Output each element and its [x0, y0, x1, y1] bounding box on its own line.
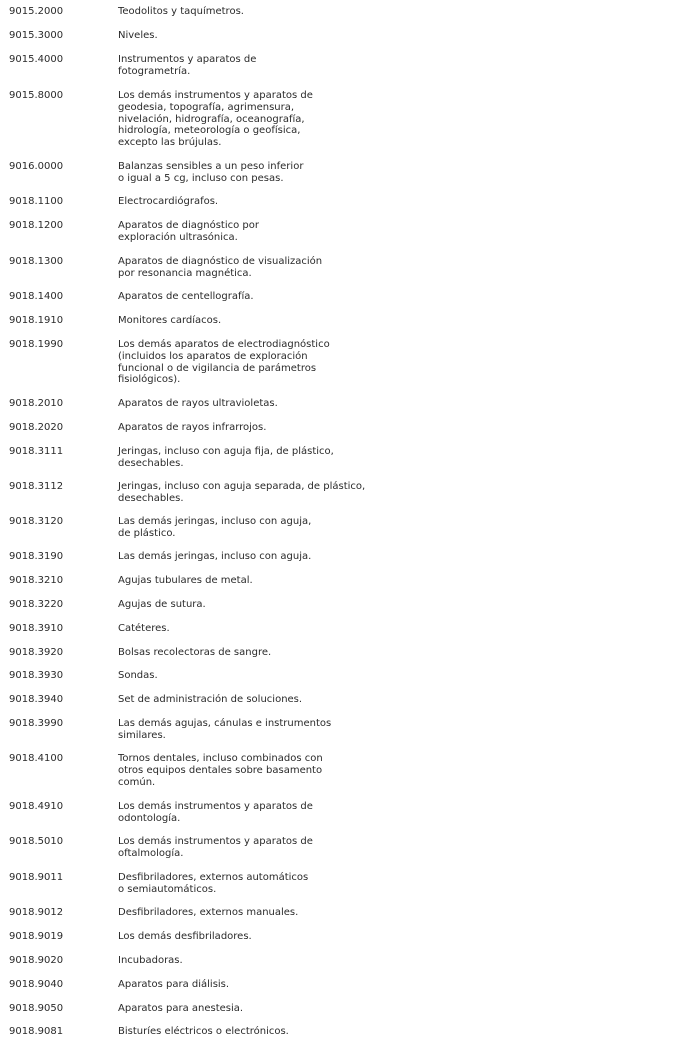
- tariff-description: Set de administración de soluciones.: [118, 694, 303, 705]
- tariff-code: 9018.1100: [9, 196, 64, 207]
- tariff-code: 9018.9040: [9, 979, 64, 990]
- tariff-code: 9018.1910: [9, 315, 64, 326]
- tariff-code: 9015.8000: [9, 90, 64, 101]
- tariff-code: 9018.3920: [9, 647, 64, 658]
- tariff-description: Incubadoras.: [118, 955, 183, 966]
- tariff-code: 9018.1990: [9, 339, 64, 350]
- tariff-code: 9018.3940: [9, 694, 64, 705]
- tariff-description: Aparatos para anestesia.: [118, 1003, 244, 1014]
- tariff-description: Balanzas sensibles a un peso inferior o igual a 5 cg, incluso con pesas.: [118, 161, 304, 184]
- tariff-code: 9018.1400: [9, 291, 64, 302]
- tariff-description: Jeringas, incluso con aguja separada, de plástico, desechables.: [118, 481, 366, 504]
- tariff-description: Electrocardiógrafos.: [118, 196, 219, 207]
- tariff-description: Bisturíes eléctricos o electrónicos.: [118, 1026, 289, 1037]
- tariff-code: 9018.3990: [9, 718, 64, 729]
- tariff-description: Niveles.: [118, 30, 158, 41]
- tariff-description: Agujas tubulares de metal.: [118, 575, 253, 586]
- tariff-code: 9018.4100: [9, 753, 64, 764]
- tariff-description: Los demás instrumentos y aparatos de geodesia, topografía, agrimensura, nivelación, hidrografía, oceanografía, hidrología, meteorología o geofísica, excepto las brújulas.: [118, 90, 313, 149]
- tariff-code: 9018.5010: [9, 836, 64, 847]
- tariff-description: Los demás instrumentos y aparatos de odontología.: [118, 801, 313, 824]
- tariff-description: Las demás jeringas, incluso con aguja, de plástico.: [118, 516, 312, 539]
- tariff-description: Agujas de sutura.: [118, 599, 206, 610]
- tariff-code: 9015.2000: [9, 6, 64, 17]
- tariff-code: 9018.1300: [9, 256, 64, 267]
- tariff-code: 9018.1200: [9, 220, 64, 231]
- tariff-description: Teodolitos y taquímetros.: [118, 6, 244, 17]
- tariff-code: 9018.9011: [9, 872, 64, 883]
- tariff-code: 9018.3220: [9, 599, 64, 610]
- tariff-description: Sondas.: [118, 670, 158, 681]
- tariff-description: Monitores cardíacos.: [118, 315, 222, 326]
- tariff-description: Aparatos de diagnóstico por exploración ultrasónica.: [118, 220, 260, 243]
- tariff-description: Aparatos de rayos ultravioletas.: [118, 398, 278, 409]
- tariff-description: Aparatos para diálisis.: [118, 979, 230, 990]
- tariff-description: Los demás aparatos de electrodiagnóstico (incluidos los aparatos de exploración funcional o de vigilancia de parámetros fisiológicos).: [118, 339, 330, 386]
- tariff-code: 9018.2010: [9, 398, 64, 409]
- tariff-description: Aparatos de centellografía.: [118, 291, 254, 302]
- tariff-code: 9018.9081: [9, 1026, 64, 1037]
- tariff-description: Los demás instrumentos y aparatos de oftalmología.: [118, 836, 313, 859]
- tariff-description: Aparatos de rayos infrarrojos.: [118, 422, 267, 433]
- tariff-code: 9018.3910: [9, 623, 64, 634]
- tariff-description: Bolsas recolectoras de sangre.: [118, 647, 272, 658]
- tariff-code: 9018.9012: [9, 907, 64, 918]
- tariff-code: 9016.0000: [9, 161, 64, 172]
- tariff-code: 9018.2020: [9, 422, 64, 433]
- tariff-code: 9018.3112: [9, 481, 64, 492]
- tariff-code: 9018.9019: [9, 931, 64, 942]
- tariff-code: 9018.3111: [9, 446, 64, 457]
- tariff-description: Desfibriladores, externos automáticos o semiautomáticos.: [118, 872, 309, 895]
- tariff-description: Jeringas, incluso con aguja fija, de plástico, desechables.: [118, 446, 334, 469]
- tariff-description: Instrumentos y aparatos de fotogrametría.: [118, 54, 257, 77]
- tariff-code: 9018.9050: [9, 1003, 64, 1014]
- tariff-code: 9018.3120: [9, 516, 64, 527]
- tariff-description: Aparatos de diagnóstico de visualización por resonancia magnética.: [118, 256, 323, 279]
- tariff-code: 9018.9020: [9, 955, 64, 966]
- tariff-code: 9015.3000: [9, 30, 64, 41]
- tariff-description: Las demás agujas, cánulas e instrumentos similares.: [118, 718, 332, 741]
- tariff-code: 9018.3190: [9, 551, 64, 562]
- tariff-description: Catéteres.: [118, 623, 170, 634]
- tariff-code: 9015.4000: [9, 54, 64, 65]
- tariff-description: Tornos dentales, incluso combinados con otros equipos dentales sobre basamento común.: [118, 753, 323, 788]
- tariff-description: Las demás jeringas, incluso con aguja.: [118, 551, 312, 562]
- tariff-code: 9018.4910: [9, 801, 64, 812]
- tariff-description: Desfibriladores, externos manuales.: [118, 907, 299, 918]
- tariff-description: Los demás desfibriladores.: [118, 931, 252, 942]
- tariff-code: 9018.3210: [9, 575, 64, 586]
- tariff-code: 9018.3930: [9, 670, 64, 681]
